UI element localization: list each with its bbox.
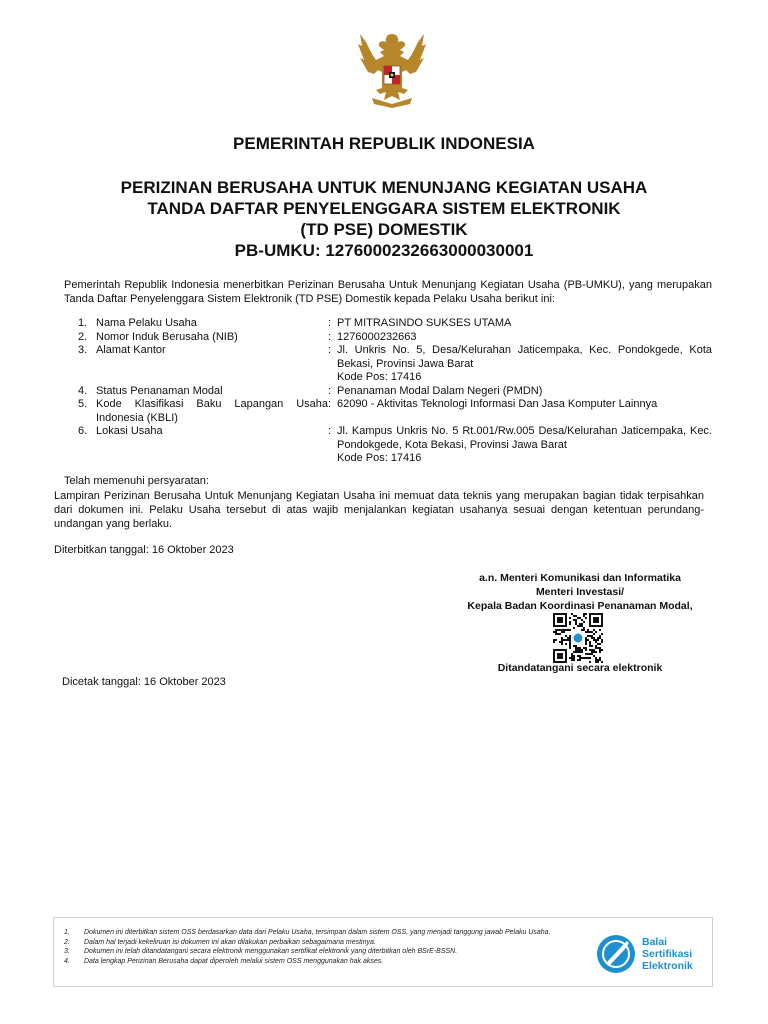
qr-module <box>577 625 579 627</box>
value-line: Jl. Unkris No. 5, Desa/Kelurahan Jaticempaka, Kec. Pondokgede, Kota Bekasi, Provinsi Jawa Barat <box>337 344 712 370</box>
item-value <box>337 317 712 331</box>
qr-module <box>561 643 563 645</box>
qr-module <box>591 653 593 655</box>
qr-module <box>595 659 597 661</box>
qr-module <box>599 637 601 639</box>
qr-module <box>595 641 597 643</box>
qr-module <box>583 621 585 623</box>
qr-module <box>587 629 589 631</box>
qr-module <box>597 639 599 641</box>
qr-module <box>589 649 591 651</box>
qr-module <box>589 653 591 655</box>
qr-module <box>579 657 581 659</box>
qr-module <box>561 629 563 631</box>
qr-code-icon <box>553 613 603 663</box>
qr-module <box>581 623 583 625</box>
footer-note <box>64 928 584 938</box>
qr-module <box>599 657 601 659</box>
qr-module <box>579 623 581 625</box>
qr-module <box>577 651 579 653</box>
item-colon: : <box>328 425 332 437</box>
detail-item-business-location <box>78 425 712 466</box>
title-line: (TD PSE) DOMESTIK <box>300 220 468 239</box>
qr-module <box>579 617 581 619</box>
qr-module <box>575 645 577 647</box>
qr-module <box>585 647 587 649</box>
qr-module <box>567 639 569 641</box>
qr-module <box>601 641 603 643</box>
qr-module <box>593 651 595 653</box>
note-text: Dokumen ini telah ditandatangani secara elektronik menggunakan sertifikat elektronik yang diterbitkan oleh BSrE-BSSN. <box>84 948 458 955</box>
qr-module <box>579 647 581 649</box>
detail-item-investment-status <box>78 385 712 399</box>
qr-module <box>579 649 581 651</box>
qr-module <box>573 655 575 657</box>
qr-module <box>591 631 593 633</box>
electronic-signature-note: Ditandatangani secara elektronik <box>497 662 663 674</box>
qr-module <box>563 631 565 633</box>
bsre-logo <box>594 932 709 976</box>
qr-module <box>589 645 591 647</box>
item-number: 5. <box>78 398 88 410</box>
permit-number: PB-UMKU: 1276000232663000030001 <box>234 241 534 260</box>
qr-module <box>581 649 583 651</box>
qr-module <box>569 635 571 637</box>
qr-module <box>553 639 555 641</box>
item-label: Kode Klasifikasi Baku Lapangan Usaha Indonesia (KBLI) <box>96 398 328 424</box>
qr-module <box>595 657 597 659</box>
qr-module <box>575 623 577 625</box>
item-value <box>337 398 712 425</box>
detail-item-business-name <box>78 317 712 331</box>
qr-module <box>599 629 601 631</box>
note-number: 2. <box>64 938 70 946</box>
qr-module <box>565 635 567 637</box>
qr-module <box>561 641 563 643</box>
qr-module <box>583 657 585 659</box>
qr-module <box>555 633 557 635</box>
qr-module <box>587 639 589 641</box>
qr-module <box>595 645 597 647</box>
item-colon: : <box>328 317 332 329</box>
item-value <box>337 425 712 466</box>
signer-line: Menteri Investasi/ <box>535 586 625 598</box>
qr-module <box>581 651 583 653</box>
value-line: 1276000232663 <box>337 330 417 343</box>
note-number: 1. <box>64 929 70 936</box>
intro-paragraph: Pemerintah Republik Indonesia menerbitkan Perizinan Berusaha Untuk Menunjang Kegiatan Usaha (PB-UMKU), yang merupakan Tanda Daftar Penyelenggara Sistem Elektronik (TD PSE) Domestik kepada Pelaku Usaha berikut ini: <box>64 279 712 305</box>
qr-module <box>589 641 591 643</box>
footer-notes-list <box>64 928 584 966</box>
item-number: 6. <box>78 425 88 437</box>
detail-item-kbli <box>78 398 712 425</box>
signer-line: Kepala Badan Koordinasi Penanaman Modal, <box>467 600 693 612</box>
title-line: PERIZINAN BERUSAHA UNTUK MENUNJANG KEGIATAN USAHA <box>120 178 648 197</box>
qr-module <box>559 641 561 643</box>
qr-module <box>569 617 571 619</box>
footer-note <box>64 957 584 967</box>
item-colon: : <box>328 330 332 343</box>
qr-module <box>583 627 585 629</box>
qr-module <box>585 637 587 639</box>
bsre-line: Sertifikasi <box>642 948 693 960</box>
qr-module <box>561 631 563 633</box>
qr-module <box>581 629 583 631</box>
document-title <box>0 177 768 261</box>
qr-module <box>571 657 573 659</box>
value-line: Penanaman Modal Dalam Negeri (PMDN) <box>337 384 543 397</box>
item-number: 3. <box>78 344 88 356</box>
qr-module <box>575 651 577 653</box>
item-label: Alamat Kantor <box>96 344 166 356</box>
signer-line: a.n. Menteri Komunikasi dan Informatika <box>479 572 681 584</box>
qr-module <box>577 617 579 619</box>
qr-module <box>599 643 601 645</box>
bsre-line: Balai <box>642 936 668 948</box>
qr-module <box>571 653 573 655</box>
qr-module <box>573 615 575 617</box>
qr-module <box>591 645 593 647</box>
qr-module <box>599 647 601 649</box>
value-line: Jl. Kampus Unkris No. 5 Rt.001/Rw.005 Desa/Kelurahan Jaticempaka, Kec. Pondokgede, Kota Bekasi, Provinsi Jawa Barat <box>337 425 712 451</box>
footer-note <box>64 947 584 957</box>
qr-module <box>599 635 601 637</box>
qr-module <box>585 649 587 651</box>
qr-module <box>571 613 573 615</box>
qr-module <box>597 647 599 649</box>
qr-module <box>569 643 571 645</box>
qr-module <box>569 657 571 659</box>
qr-module <box>593 655 595 657</box>
qr-module <box>569 639 571 641</box>
qr-module <box>601 633 603 635</box>
qr-module <box>561 637 563 639</box>
qr-module <box>559 629 561 631</box>
qr-module <box>589 657 591 659</box>
qr-module <box>591 649 593 651</box>
item-label: Nomor Induk Berusaha (NIB) <box>96 330 238 343</box>
item-number: 1. <box>78 317 88 329</box>
qr-module <box>555 639 557 641</box>
qr-module <box>577 655 579 657</box>
qr-module <box>559 633 561 635</box>
note-number: 4. <box>64 957 70 965</box>
qr-module <box>569 641 571 643</box>
qr-module <box>569 645 571 647</box>
qr-module <box>573 651 575 653</box>
qr-module <box>585 657 587 659</box>
qr-module <box>597 659 599 661</box>
qr-module <box>557 629 559 631</box>
qr-module <box>583 613 585 615</box>
qr-module <box>597 643 599 645</box>
signer-block <box>440 571 720 613</box>
qr-module <box>585 631 587 633</box>
qr-module <box>573 659 575 661</box>
qr-module <box>567 629 569 631</box>
item-label: Lokasi Usaha <box>96 425 163 437</box>
qr-module <box>585 653 587 655</box>
item-label: Nama Pelaku Usaha <box>96 317 197 329</box>
qr-module <box>557 633 559 635</box>
item-colon: : <box>328 384 332 397</box>
note-text: Dokumen ini diterbitkan sistem OSS berdasarkan data dari Pelaku Usaha, tersimpan dalam sistem OSS, yang menjadi tanggung jawab Pelaku Usaha. <box>84 929 551 936</box>
value-line: PT MITRASINDO SUKSES UTAMA <box>337 317 512 329</box>
qr-module <box>579 655 581 657</box>
qr-module <box>585 613 587 615</box>
qr-module <box>599 659 601 661</box>
qr-module <box>569 637 571 639</box>
qr-module <box>583 629 585 631</box>
qr-module <box>589 635 591 637</box>
postal-code: Kode Pos: 17416 <box>337 371 422 383</box>
qr-module <box>593 633 595 635</box>
qr-module <box>591 637 593 639</box>
qr-module <box>585 641 587 643</box>
garuda-emblem-icon <box>354 30 430 110</box>
item-colon: : <box>328 398 332 410</box>
value-line: 62090 - Aktivitas Teknologi Informasi Dan Jasa Komputer Lainnya <box>337 398 658 410</box>
business-details-list <box>78 317 712 466</box>
bsre-logo-text <box>642 936 693 972</box>
government-heading: PEMERINTAH REPUBLIK INDONESIA <box>233 134 535 153</box>
qr-module <box>575 619 577 621</box>
title-line: TANDA DAFTAR PENYELENGGARA SISTEM ELEKTRONIK <box>147 199 621 218</box>
qr-module <box>595 639 597 641</box>
detail-item-office-address <box>78 344 712 385</box>
qr-module <box>579 651 581 653</box>
qr-module <box>575 647 577 649</box>
qr-module <box>577 647 579 649</box>
qr-module <box>553 631 555 633</box>
qr-module <box>567 637 569 639</box>
qr-module <box>575 615 577 617</box>
qr-module <box>585 617 587 619</box>
requirements-title: Telah memenuhi persyaratan: <box>64 475 209 487</box>
qr-module <box>595 651 597 653</box>
note-text: Dalam hal terjadi kekeliruan isi dokumen ini akan dilakukan perbaikan sebagaimana mestinya. <box>84 938 376 946</box>
bsre-line: Elektronik <box>642 960 693 972</box>
qr-module <box>571 659 573 661</box>
issued-date: Diterbitkan tanggal: 16 Oktober 2023 <box>54 544 234 556</box>
qr-module <box>593 639 595 641</box>
footer-notes-box <box>53 917 713 987</box>
requirements-body: Lampiran Perizinan Berusaha Untuk Menunjang Kegiatan Usaha ini memuat data teknis yang merupakan bagian tidak terpisahkan dari dokumen ini. Pelaku Usaha tersebut di atas wajib menjalankan kegiatan usahanya sesuai dengan ketentuan perundang-undangan yang berlaku. <box>54 490 704 530</box>
qr-module <box>589 643 591 645</box>
qr-module <box>581 657 583 659</box>
detail-item-nib <box>78 331 712 345</box>
qr-module <box>573 627 575 629</box>
qr-module <box>593 629 595 631</box>
item-value <box>337 331 712 345</box>
qr-module <box>569 629 571 631</box>
qr-module <box>591 651 593 653</box>
qr-module <box>589 631 591 633</box>
qr-module <box>577 659 579 661</box>
qr-module <box>579 659 581 661</box>
qr-module <box>587 653 589 655</box>
qr-module <box>573 619 575 621</box>
footer-note <box>64 938 584 948</box>
qr-module <box>581 619 583 621</box>
qr-module <box>569 647 571 649</box>
item-number: 2. <box>78 330 88 343</box>
qr-module <box>583 615 585 617</box>
qr-module <box>555 629 557 631</box>
item-number: 4. <box>78 384 88 397</box>
qr-module <box>593 637 595 639</box>
qr-module <box>573 657 575 659</box>
qr-module <box>563 629 565 631</box>
qr-module <box>587 657 589 659</box>
item-value <box>337 344 712 385</box>
qr-module <box>565 639 567 641</box>
qr-module <box>585 643 587 645</box>
qr-module <box>569 621 571 623</box>
qr-module <box>571 655 573 657</box>
postal-code: Kode Pos: 17416 <box>337 452 422 464</box>
qr-module <box>575 649 577 651</box>
item-colon: : <box>328 344 332 356</box>
printed-date: Dicetak tanggal: 16 Oktober 2023 <box>62 676 226 688</box>
qr-module <box>585 639 587 641</box>
qr-module <box>595 631 597 633</box>
qr-module <box>591 635 593 637</box>
bsre-logo-icon <box>594 932 638 976</box>
qr-module <box>599 651 601 653</box>
note-text: Data lengkap Perizinan Berusaha dapat diperoleh melalui sistem OSS menggunakan hak akses. <box>84 957 384 965</box>
qr-module <box>573 645 575 647</box>
qr-module <box>599 649 601 651</box>
qr-module <box>583 647 585 649</box>
qr-module <box>587 635 589 637</box>
qr-module <box>565 643 567 645</box>
qr-module <box>563 639 565 641</box>
qr-module <box>575 621 577 623</box>
qr-module <box>593 649 595 651</box>
qr-module <box>581 625 583 627</box>
qr-module <box>565 629 567 631</box>
qr-module <box>553 641 555 643</box>
qr-module <box>587 631 589 633</box>
note-number: 3. <box>64 948 70 955</box>
qr-module <box>595 647 597 649</box>
qr-module <box>601 649 603 651</box>
qr-module <box>577 649 579 651</box>
qr-module <box>579 625 581 627</box>
qr-module <box>569 623 571 625</box>
qr-module <box>555 631 557 633</box>
qr-module <box>601 639 603 641</box>
qr-module <box>561 639 563 641</box>
item-label: Status Penanaman Modal <box>96 384 223 397</box>
item-value <box>337 385 712 399</box>
qr-module <box>597 637 599 639</box>
